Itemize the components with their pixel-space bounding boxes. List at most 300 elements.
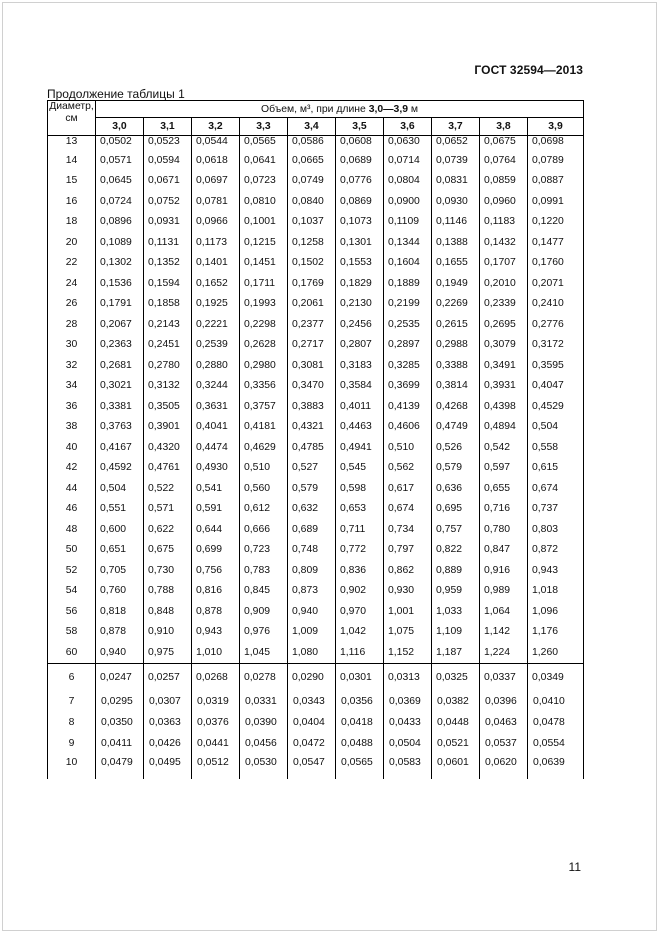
table-row — [48, 417, 584, 438]
volume-cell: 0,0530 — [240, 754, 288, 779]
volume-cell: 0,541 — [192, 478, 240, 499]
table-row — [48, 540, 584, 561]
volume-cell: 0,0268 — [192, 663, 240, 691]
table-row — [48, 601, 584, 622]
volume-cell: 0,0313 — [384, 663, 432, 691]
volume-cell: 0,1258 — [288, 232, 336, 253]
page-number: 11 — [568, 860, 581, 874]
volume-cell: 0,3883 — [288, 396, 336, 417]
volume-cell: 0,1131 — [144, 232, 192, 253]
table-row — [48, 232, 584, 253]
volume-cell: 0,622 — [144, 519, 192, 540]
table-row — [48, 171, 584, 192]
volume-cell: 0,4941 — [336, 437, 384, 458]
volume-cell: 0,526 — [432, 437, 480, 458]
volume-cell: 0,551 — [96, 499, 144, 520]
volume-cell: 0,1993 — [240, 294, 288, 315]
volume-cell: 0,1655 — [432, 253, 480, 274]
volume-cell: 0,4606 — [384, 417, 432, 438]
volume-cell: 0,4785 — [288, 437, 336, 458]
volume-cell: 0,3172 — [528, 335, 584, 356]
length-header-cell: 3,2 — [192, 118, 240, 136]
table-row — [48, 754, 584, 779]
table-row — [48, 519, 584, 540]
volume-cell: 0,0356 — [336, 691, 384, 712]
volume-cell: 0,723 — [240, 540, 288, 561]
volume-cell: 0,598 — [336, 478, 384, 499]
volume-cell: 0,0410 — [528, 691, 584, 712]
volume-cell: 0,3081 — [288, 355, 336, 376]
volume-cell: 0,716 — [480, 499, 528, 520]
table-row — [48, 712, 584, 733]
volume-cell: 0,757 — [432, 519, 480, 540]
diameter-cell: 58 — [48, 622, 96, 643]
volume-cell: 0,943 — [192, 622, 240, 643]
volume-cell: 0,0639 — [528, 754, 584, 779]
volume-cell: 0,872 — [528, 540, 584, 561]
volume-cell: 0,2067 — [96, 314, 144, 335]
volume-cell: 0,0521 — [432, 733, 480, 754]
length-header-cell: 3,6 — [384, 118, 432, 136]
volume-cell: 0,2363 — [96, 335, 144, 356]
volume-cell: 0,0714 — [384, 150, 432, 171]
length-header-cell: 3,8 — [480, 118, 528, 136]
volume-cell: 0,675 — [144, 540, 192, 561]
volume-cell: 0,666 — [240, 519, 288, 540]
standard-designation: ГОСТ 32594—2013 — [474, 63, 583, 77]
volume-cell: 0,2143 — [144, 314, 192, 335]
volume-cell: 0,0991 — [528, 191, 584, 212]
volume-cell: 0,0404 — [288, 712, 336, 733]
volume-cell: 0,1502 — [288, 253, 336, 274]
diameter-cell: 34 — [48, 376, 96, 397]
volume-cell: 0,1183 — [480, 212, 528, 233]
diameter-cell: 46 — [48, 499, 96, 520]
volume-cell: 1,152 — [384, 642, 432, 663]
volume-cell: 0,0645 — [96, 171, 144, 192]
volume-cell: 0,1652 — [192, 273, 240, 294]
volume-cell: 0,0697 — [192, 171, 240, 192]
volume-cell: 0,0810 — [240, 191, 288, 212]
volume-cell: 0,0671 — [144, 171, 192, 192]
table-row — [48, 642, 584, 663]
volume-cell: 0,0396 — [480, 691, 528, 712]
volume-cell: 0,0665 — [288, 150, 336, 171]
volume-cell: 0,1451 — [240, 253, 288, 274]
volume-cell: 0,1352 — [144, 253, 192, 274]
volume-cell: 1,187 — [432, 642, 480, 663]
volume-cell: 0,0502 — [96, 136, 144, 151]
volume-cell: 0,3244 — [192, 376, 240, 397]
volume-cell: 0,0724 — [96, 191, 144, 212]
volume-header-range: 3,0—3,9 — [368, 103, 408, 115]
volume-cell: 0,1388 — [432, 232, 480, 253]
volume-cell: 0,2451 — [144, 335, 192, 356]
table-row — [48, 691, 584, 712]
volume-cell: 1,009 — [288, 622, 336, 643]
volume-cell: 0,0831 — [432, 171, 480, 192]
volume-cell: 0,4761 — [144, 458, 192, 479]
volume-cell: 0,2061 — [288, 294, 336, 315]
volume-cell: 0,0565 — [336, 754, 384, 779]
volume-cell: 0,0433 — [384, 712, 432, 733]
volume-cell: 0,0900 — [384, 191, 432, 212]
volume-cell: 1,116 — [336, 642, 384, 663]
volume-cell: 0,862 — [384, 560, 432, 581]
volume-cell: 0,1594 — [144, 273, 192, 294]
volume-cell: 0,2695 — [480, 314, 528, 335]
diameter-cell: 7 — [48, 691, 96, 712]
volume-cell: 0,3631 — [192, 396, 240, 417]
volume-cell: 0,0441 — [192, 733, 240, 754]
volume-cell: 0,1344 — [384, 232, 432, 253]
table-row — [48, 499, 584, 520]
volume-cell: 0,3584 — [336, 376, 384, 397]
volume-cell: 0,674 — [384, 499, 432, 520]
volume-cell: 1,075 — [384, 622, 432, 643]
volume-cell: 0,2880 — [192, 355, 240, 376]
volume-cell: 0,0776 — [336, 171, 384, 192]
volume-cell: 0,1173 — [192, 232, 240, 253]
volume-cell: 0,653 — [336, 499, 384, 520]
diameter-header: Диаметр, см — [48, 101, 96, 136]
volume-cell: 0,803 — [528, 519, 584, 540]
table-row — [48, 581, 584, 602]
volume-cell: 0,0698 — [528, 136, 584, 151]
volume-cell: 0,504 — [528, 417, 584, 438]
volume-cell: 0,1707 — [480, 253, 528, 274]
volume-cell: 1,018 — [528, 581, 584, 602]
volume-cell: 0,504 — [96, 478, 144, 499]
volume-cell: 0,1215 — [240, 232, 288, 253]
table-row — [48, 253, 584, 274]
table-body — [48, 136, 584, 779]
volume-cell: 0,3356 — [240, 376, 288, 397]
volume-cell: 1,224 — [480, 642, 528, 663]
volume-cell: 0,2535 — [384, 314, 432, 335]
volume-cell: 0,845 — [240, 581, 288, 602]
diameter-cell: 9 — [48, 733, 96, 754]
volume-cell: 0,615 — [528, 458, 584, 479]
volume-table — [47, 100, 584, 779]
volume-cell: 0,1302 — [96, 253, 144, 274]
length-header-cell: 3,5 — [336, 118, 384, 136]
diameter-cell: 15 — [48, 171, 96, 192]
volume-cell: 0,4268 — [432, 396, 480, 417]
volume-cell: 0,0488 — [336, 733, 384, 754]
volume-cell: 0,780 — [480, 519, 528, 540]
volume-cell: 0,0931 — [144, 212, 192, 233]
volume-cell: 0,2615 — [432, 314, 480, 335]
volume-cell: 0,651 — [96, 540, 144, 561]
volume-cell: 0,2221 — [192, 314, 240, 335]
volume-cell: 0,0723 — [240, 171, 288, 192]
volume-cell: 0,1146 — [432, 212, 480, 233]
volume-cell: 0,1401 — [192, 253, 240, 274]
volume-cell: 0,848 — [144, 601, 192, 622]
volume-cell: 0,2339 — [480, 294, 528, 315]
volume-cell: 0,2377 — [288, 314, 336, 335]
volume-cell: 1,045 — [240, 642, 288, 663]
volume-cell: 0,0382 — [432, 691, 480, 712]
volume-cell: 0,1477 — [528, 232, 584, 253]
volume-cell: 0,0278 — [240, 663, 288, 691]
volume-cell: 0,3931 — [480, 376, 528, 397]
volume-cell: 0,836 — [336, 560, 384, 581]
volume-cell: 0,916 — [480, 560, 528, 581]
volume-cell: 0,847 — [480, 540, 528, 561]
volume-cell: 0,1553 — [336, 253, 384, 274]
volume-cell: 1,010 — [192, 642, 240, 663]
volume-cell: 0,0472 — [288, 733, 336, 754]
volume-cell: 0,0583 — [384, 754, 432, 779]
volume-cell: 0,0789 — [528, 150, 584, 171]
volume-cell: 0,4894 — [480, 417, 528, 438]
volume-cell: 0,2010 — [480, 273, 528, 294]
volume-cell: 0,940 — [288, 601, 336, 622]
volume-cell: 0,0350 — [96, 712, 144, 733]
volume-cell: 0,545 — [336, 458, 384, 479]
volume-cell: 0,579 — [432, 458, 480, 479]
table-row — [48, 191, 584, 212]
volume-cell: 1,064 — [480, 601, 528, 622]
volume-cell: 0,737 — [528, 499, 584, 520]
volume-cell: 0,788 — [144, 581, 192, 602]
volume-cell: 0,0411 — [96, 733, 144, 754]
volume-cell: 0,3285 — [384, 355, 432, 376]
diameter-cell: 10 — [48, 754, 96, 779]
length-header-cell: 3,9 — [528, 118, 584, 136]
volume-cell: 0,0418 — [336, 712, 384, 733]
volume-cell: 0,878 — [192, 601, 240, 622]
volume-cell: 0,1037 — [288, 212, 336, 233]
volume-cell: 0,2456 — [336, 314, 384, 335]
volume-cell: 0,2130 — [336, 294, 384, 315]
volume-cell: 0,2988 — [432, 335, 480, 356]
table-row — [48, 733, 584, 754]
volume-cell: 0,0390 — [240, 712, 288, 733]
volume-cell: 0,4320 — [144, 437, 192, 458]
diameter-cell: 38 — [48, 417, 96, 438]
volume-cell: 0,1001 — [240, 212, 288, 233]
volume-cell: 0,2410 — [528, 294, 584, 315]
volume-cell: 0,0319 — [192, 691, 240, 712]
volume-cell: 0,822 — [432, 540, 480, 561]
volume-cell: 0,0869 — [336, 191, 384, 212]
volume-cell: 0,2071 — [528, 273, 584, 294]
volume-cell: 0,0544 — [192, 136, 240, 151]
volume-cell: 0,1089 — [96, 232, 144, 253]
volume-cell: 1,080 — [288, 642, 336, 663]
diameter-cell: 13 — [48, 136, 96, 151]
volume-cell: 0,699 — [192, 540, 240, 561]
volume-cell: 0,4749 — [432, 417, 480, 438]
diameter-cell: 24 — [48, 273, 96, 294]
diameter-cell: 14 — [48, 150, 96, 171]
volume-cell: 0,3757 — [240, 396, 288, 417]
volume-cell: 0,0565 — [240, 136, 288, 151]
volume-cell: 0,4529 — [528, 396, 584, 417]
volume-cell: 0,0290 — [288, 663, 336, 691]
volume-cell: 1,042 — [336, 622, 384, 643]
volume-cell: 0,4047 — [528, 376, 584, 397]
volume-cell: 0,2807 — [336, 335, 384, 356]
table-row — [48, 355, 584, 376]
diameter-cell: 6 — [48, 663, 96, 691]
volume-cell: 0,0641 — [240, 150, 288, 171]
diameter-cell: 22 — [48, 253, 96, 274]
volume-cell: 0,0257 — [144, 663, 192, 691]
volume-cell: 0,772 — [336, 540, 384, 561]
volume-cell: 0,4041 — [192, 417, 240, 438]
volume-cell: 0,0307 — [144, 691, 192, 712]
volume-cell: 0,612 — [240, 499, 288, 520]
volume-cell: 0,0887 — [528, 171, 584, 192]
volume-cell: 0,2681 — [96, 355, 144, 376]
volume-cell: 0,542 — [480, 437, 528, 458]
volume-cell: 0,4139 — [384, 396, 432, 417]
table-row — [48, 478, 584, 499]
volume-cell: 0,0618 — [192, 150, 240, 171]
volume-cell: 0,3595 — [528, 355, 584, 376]
volume-cell: 0,0960 — [480, 191, 528, 212]
diameter-cell: 60 — [48, 642, 96, 663]
volume-cell: 0,0630 — [384, 136, 432, 151]
volume-cell: 0,579 — [288, 478, 336, 499]
volume-cell: 0,3699 — [384, 376, 432, 397]
volume-cell: 0,3183 — [336, 355, 384, 376]
volume-cell: 0,1536 — [96, 273, 144, 294]
volume-cell: 0,510 — [240, 458, 288, 479]
volume-cell: 0,4592 — [96, 458, 144, 479]
volume-cell: 0,909 — [240, 601, 288, 622]
volume-header — [96, 101, 584, 118]
volume-cell: 0,0764 — [480, 150, 528, 171]
volume-cell: 0,4629 — [240, 437, 288, 458]
volume-cell: 0,976 — [240, 622, 288, 643]
volume-cell: 0,760 — [96, 581, 144, 602]
volume-cell: 0,562 — [384, 458, 432, 479]
table-row — [48, 273, 584, 294]
volume-cell: 0,0523 — [144, 136, 192, 151]
volume-cell: 0,0840 — [288, 191, 336, 212]
volume-cell: 1,109 — [432, 622, 480, 643]
volume-cell: 0,522 — [144, 478, 192, 499]
volume-cell: 0,655 — [480, 478, 528, 499]
volume-cell: 0,0781 — [192, 191, 240, 212]
volume-cell: 0,3470 — [288, 376, 336, 397]
volume-cell: 0,2539 — [192, 335, 240, 356]
volume-cell: 0,2717 — [288, 335, 336, 356]
volume-cell: 0,0896 — [96, 212, 144, 233]
table-row — [48, 376, 584, 397]
volume-cell: 0,809 — [288, 560, 336, 581]
volume-cell: 0,1829 — [336, 273, 384, 294]
volume-cell: 0,571 — [144, 499, 192, 520]
table-row — [48, 663, 584, 691]
volume-cell: 0,3132 — [144, 376, 192, 397]
diameter-cell: 32 — [48, 355, 96, 376]
diameter-cell: 48 — [48, 519, 96, 540]
diameter-cell: 54 — [48, 581, 96, 602]
volume-cell: 0,0930 — [432, 191, 480, 212]
volume-cell: 0,0363 — [144, 712, 192, 733]
volume-cell: 0,3763 — [96, 417, 144, 438]
volume-cell: 1,001 — [384, 601, 432, 622]
volume-cell: 0,818 — [96, 601, 144, 622]
volume-cell: 0,2298 — [240, 314, 288, 335]
volume-cell: 0,0739 — [432, 150, 480, 171]
volume-cell: 0,1760 — [528, 253, 584, 274]
volume-cell: 0,0349 — [528, 663, 584, 691]
volume-cell: 0,3505 — [144, 396, 192, 417]
volume-cell: 0,4167 — [96, 437, 144, 458]
volume-cell: 0,943 — [528, 560, 584, 581]
volume-cell: 0,0752 — [144, 191, 192, 212]
volume-cell: 0,0325 — [432, 663, 480, 691]
volume-cell: 0,4321 — [288, 417, 336, 438]
table-row — [48, 314, 584, 335]
volume-cell: 0,1711 — [240, 273, 288, 294]
volume-cell: 0,705 — [96, 560, 144, 581]
volume-cell: 0,510 — [384, 437, 432, 458]
diameter-cell: 42 — [48, 458, 96, 479]
volume-cell: 1,142 — [480, 622, 528, 643]
volume-cell: 0,0376 — [192, 712, 240, 733]
length-header-cell: 3,0 — [96, 118, 144, 136]
diameter-cell: 26 — [48, 294, 96, 315]
volume-cell: 0,3491 — [480, 355, 528, 376]
volume-cell: 0,3079 — [480, 335, 528, 356]
volume-cell: 0,889 — [432, 560, 480, 581]
volume-cell: 0,3814 — [432, 376, 480, 397]
volume-cell: 1,176 — [528, 622, 584, 643]
volume-cell: 0,2897 — [384, 335, 432, 356]
volume-cell: 0,1889 — [384, 273, 432, 294]
volume-cell: 0,0478 — [528, 712, 584, 733]
volume-cell: 0,3021 — [96, 376, 144, 397]
table-row — [48, 212, 584, 233]
volume-cell: 0,2628 — [240, 335, 288, 356]
volume-cell: 0,4930 — [192, 458, 240, 479]
volume-cell: 0,4474 — [192, 437, 240, 458]
volume-cell: 0,797 — [384, 540, 432, 561]
volume-cell: 0,0369 — [384, 691, 432, 712]
volume-cell: 0,4011 — [336, 396, 384, 417]
diameter-cell: 40 — [48, 437, 96, 458]
table-row — [48, 294, 584, 315]
length-header-cell: 3,4 — [288, 118, 336, 136]
diameter-cell: 56 — [48, 601, 96, 622]
diameter-cell: 20 — [48, 232, 96, 253]
volume-cell: 0,816 — [192, 581, 240, 602]
volume-cell: 0,0537 — [480, 733, 528, 754]
volume-cell: 0,617 — [384, 478, 432, 499]
volume-cell: 0,1073 — [336, 212, 384, 233]
volume-cell: 0,695 — [432, 499, 480, 520]
volume-cell: 0,0652 — [432, 136, 480, 151]
volume-cell: 0,0608 — [336, 136, 384, 151]
volume-cell: 0,2199 — [384, 294, 432, 315]
volume-cell: 0,2780 — [144, 355, 192, 376]
volume-cell: 0,0689 — [336, 150, 384, 171]
table-row — [48, 458, 584, 479]
volume-cell: 0,3901 — [144, 417, 192, 438]
volume-cell: 0,959 — [432, 581, 480, 602]
length-header-row — [48, 118, 584, 136]
volume-cell: 0,1220 — [528, 212, 584, 233]
volume-cell: 0,558 — [528, 437, 584, 458]
